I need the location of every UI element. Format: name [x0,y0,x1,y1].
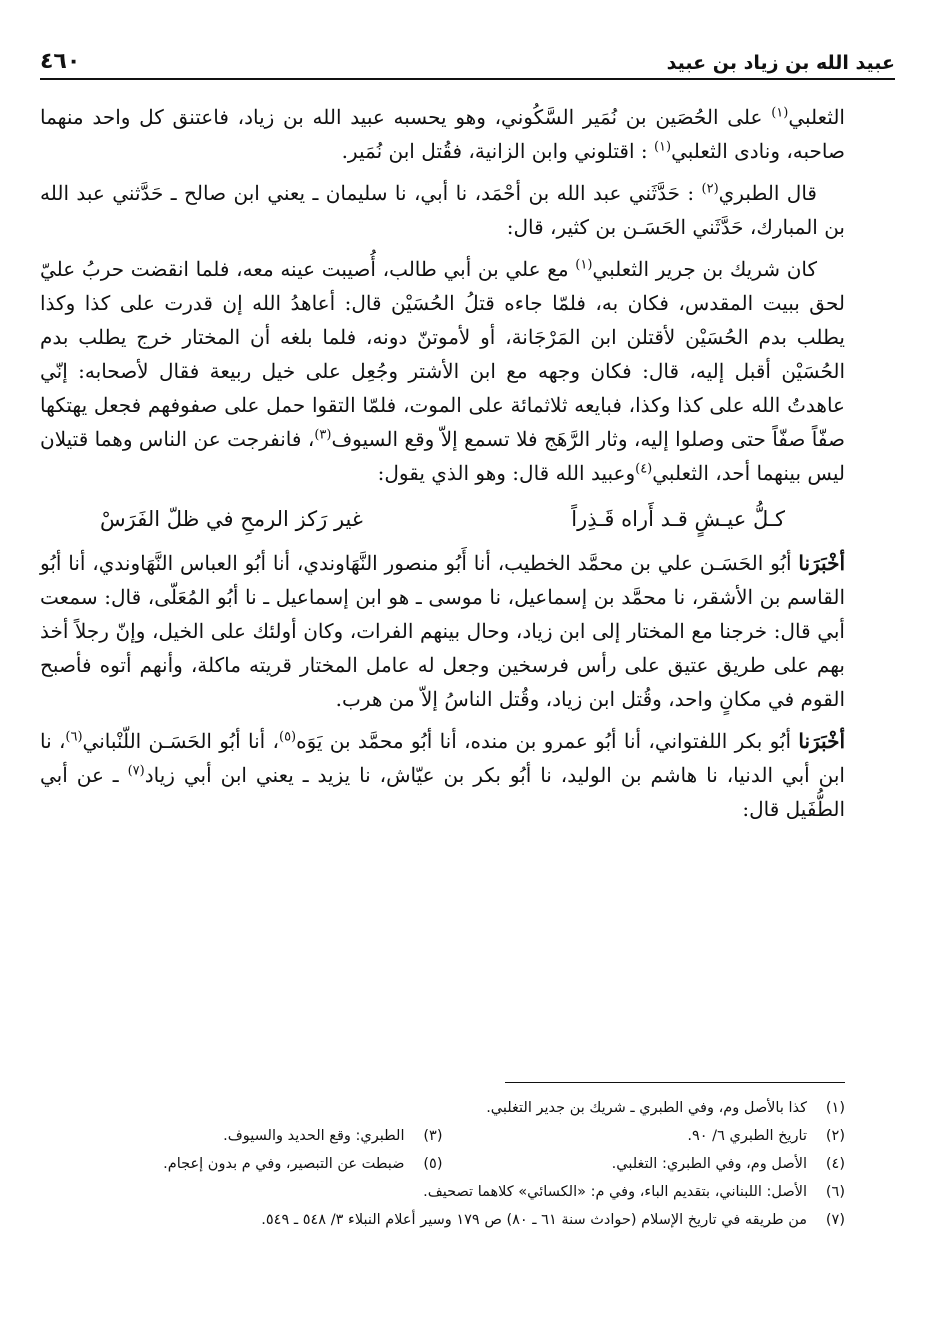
footnote-ref: (٢) [701,181,719,197]
footnote-text: الأصل: اللبناني، بتقديم الباء، وفي م: «الكسائي» كلاهما تصحيف. [423,1184,807,1200]
footnote-text: من طريقه في تاريخ الإسلام (حوادث سنة ٦١ ـ ٨٠) ص ١٧٩ وسير أعلام النبلاء ٣/ ٥٤٨ ـ ٥٤٩. [261,1212,807,1228]
footnote-6 [40,1178,845,1206]
footnote-ref: (٤) [635,461,653,477]
text-run: قال الطبري [718,181,817,205]
text-run: كان شريك بن جرير الثعلبي [592,257,817,281]
text-run: ، نا ابن أبي الدنيا، نا هاشم بن الوليد، نا أبُو بكر بن عيّاش، نا يزيد ـ يعني ابن أبي زياد [40,729,845,787]
footnote-row [40,1150,845,1178]
footnote-number: (٥) [423,1156,443,1172]
main-text [40,100,845,834]
paragraph-4 [40,546,845,716]
paragraph-1 [40,100,845,168]
footnotes [40,1094,845,1234]
footnote-text: تاريخ الطبري ٦/ ٩٠. [687,1128,807,1144]
footnote-ref: (١) [771,105,789,121]
text-run: الثعلبي [788,105,845,129]
text-run: : حَدَّثَني عبد الله بن أحْمَد، نا أبي، نا سليمان ـ يعني ابن صالح ـ حَدَّثني عبد الله بن المبارك، حَدَّثَني الحَسَـن بن كثير، قال: [40,181,845,239]
footnote-row [40,1122,845,1150]
footnote-number: (٧) [825,1212,845,1228]
page-number: ٤٦٠ [40,49,81,74]
footnote-number: (٦) [825,1184,845,1200]
footnote-1 [40,1094,845,1122]
text-run: ، أنا أبُو الحَسَـن اللّنْباني [82,729,279,753]
footnote-text: ضبطت عن التبصير، وفي م بدون إعجام. [163,1156,405,1172]
text-run: : اقتلوني وابن الزانية، فقُتل ابن نُمَير. [341,139,654,163]
footnote-2 [443,1122,846,1150]
text-run: ، فانفرجت عن الناس وهما قتيلان ليس بينهما أحد، الثعلبي [40,427,845,485]
text-run: أبُو بكر اللفتواني، أنا أبُو عمرو بن منده، أنا أبُو محمَّد بن يَوَه [296,729,799,753]
footnote-number: (٣) [423,1128,443,1144]
footnote-number: (٤) [825,1156,845,1172]
text-run: على الحُصَين بن نُمَير السَّكُوني، وهو يحسبه عبيد الله بن زياد، فاعتنق كل واحد منهما صاحبه، ونادى الثعلبي [40,105,845,163]
text-run: أبُو الحَسَـن علي بن محمَّد الخطيب، أنا أَبُو منصور النَّهَاوندي، أنا أبُو العباس النَّهَاوندي، أنا أبُو القاسم بن الأشقر، نا محمَّد بن إسماعيل، نا موسى ـ هو ابن إسماعيل ـ نا أبُو المُعَلّى، قال: سمعت أبي قال: خرجنا مع المختار إلى ابن زياد، وحال بينهم الفرات، وكان أولئك على الخيل، وإنّ رجلاً أخذ بهم على طريق عتيق على رأس فرسخين وجعل له عامل المختار قريته ماكلة، وأنهم أتوه فأصبح القوم في مكانٍ واحد، وقُتل ابن زياد، وقُتل الناسُ إلاّ من هرب. [40,551,845,711]
footnote-3 [40,1122,443,1150]
footnote-ref: (١) [653,139,672,155]
footnote-number: (١) [825,1100,845,1116]
text-run: وعبيد الله قال: وهو الذي يقول: [377,461,636,485]
text-run: ـ عن أبي الطُّفَيل قال: [40,763,845,821]
footnote-text: الأصل وم، وفي الطبري: التغلبي. [611,1156,807,1172]
paragraph-3 [40,252,845,490]
footnote-separator [505,1082,845,1083]
footnote-5 [40,1150,443,1178]
footnote-ref: (١) [575,257,593,273]
footnote-ref: (٧) [127,763,145,779]
verse-second-hemistich: غير رَكز الرمحِ في ظلّ الفَرَسْ [100,507,363,531]
footnote-ref: (٥) [278,729,297,745]
footnote-ref: (٣) [314,427,332,443]
running-title: عبيد الله بن زياد بن عبيد [666,52,895,74]
page-header [40,40,895,80]
poetry-verse [40,498,845,546]
isnad-lead: أخْبَرَنا [798,551,845,575]
footnote-ref: (٦) [65,729,83,745]
isnad-lead: أخْبَرَنا [798,729,845,753]
footnote-7 [40,1206,845,1234]
footnote-number: (٢) [825,1128,845,1144]
footnote-text: الطبري: وقع الحديد والسيوف. [223,1128,405,1144]
text-run: مع علي بن أبي طالب، أُصيبت عينه معه، فلما انقضت حربُ عليّ لحق ببيت المقدس، فكان به، فلمّا جاءه قتلُ الحُسَيْن قال: أعاهدُ الله إن قدرت على كذا وكذا يطلب بدم الحُسَيْن لأقتلن ابن المَرْجَانة، أو لأموتنّ دونه، فلما بلغه أن المختار خرج يطلب بدم الحُسَيْن أقبل إليه، قال: فكان وجهه مع ابن الأشتر وجُعِل على خيل ربيعة فقال لأصحابه: إنّي عاهدتُ الله على كذا وكذا، فبايعه ثلاثمائة على الموت، فلمّا التقوا حمل على صفوفهم فجعل يهتكها صفّاً صفّاً حتى وصلوا إليه، وثار الرَّهَج فلا تسمع إلاّ وقع السيوف [40,257,845,451]
paragraph-5 [40,724,845,826]
footnote-4 [443,1150,846,1178]
footnote-text: كذا بالأصل وم، وفي الطبري ـ شريك بن جدير التغلبي. [486,1100,807,1116]
paragraph-2 [40,176,845,244]
verse-first-hemistich: كـلُّ عيـشٍ قـد أَراه قَـذِراً [571,507,785,531]
